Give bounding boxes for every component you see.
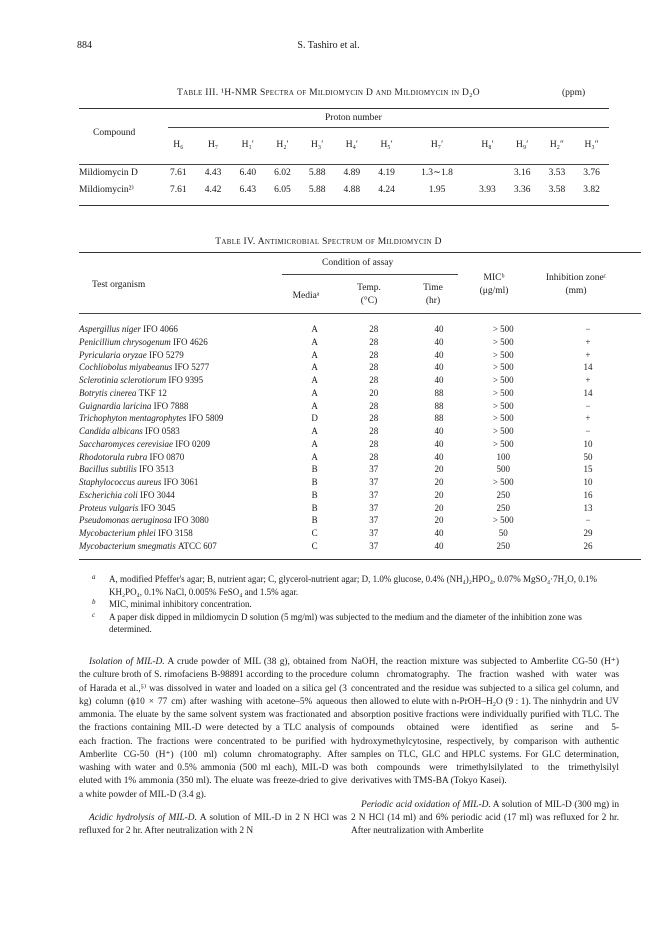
table3-group-header: Proton number [325,113,382,123]
table4-temp-cell: 28 [369,336,379,347]
table4-mic-cell: > 500 [492,477,514,487]
organism-strain: IFO 4626 [172,336,208,347]
table3-top-rule [79,108,609,109]
table4-row [79,361,641,374]
paragraph: Isolation of MIL-D. A crude powder of MIL (38 g), obtained from the culture broth of S. rimofaciens B-98891 according to the procedure of Harada et al.,⁵⁾ was dissolved in water and loaded on a silica gel (3 kg) column (ϕ10 × 77 cm) after washing with acetone–5% aqueous ammonia. The eluate by the same solvent system was fractionated and the fractions containing MIL-D were detected by a TLC analysis of each fraction. The fractions were concentrated to be purified with Amberlite CG-50 (H⁺) (100 ml) column chromatography. After washing with water and 0.5% ammonia (500 ml each), MIL-D was eluted with 1% ammonia (350 ml). The eluate was freeze-dried to give a white powder of MIL-D (3.4 g). [79,657,348,800]
table4-row [79,400,641,413]
table3-column-header: H₆ [173,139,184,150]
table4-organism [79,540,288,553]
table3-cell: 6.02 [274,167,291,178]
table4-temp-cell: 37 [369,464,379,475]
table4-mic-cell: 100 [496,451,510,462]
table4-time-cell: 40 [434,336,444,347]
table4-media-cell: A [311,426,318,436]
table4-media-cell: A [311,349,318,360]
table4-zone-cell: + [585,336,591,347]
table4-condition-rule [282,274,458,275]
table4-organism [79,514,288,527]
table4-zone-cell: 10 [583,477,593,487]
table4-media-cell: A [311,387,318,398]
table3-cell: 4.19 [378,167,395,178]
table4-row [79,323,641,336]
table4-mic-cell: 500 [496,464,510,475]
organism-species: Aspergillus niger [79,324,141,334]
footnote: b MIC, minimal inhibitory concentration. [92,598,252,609]
table4-zone-cell: − [585,426,591,436]
table4-media-cell: A [311,451,318,462]
table4-organism [79,361,288,374]
table3-column-header-row [79,136,609,153]
table4-time-cell: 40 [434,375,444,385]
organism-strain: TKF 12 [138,387,167,398]
organism-species: Penicillium chrysogenum [79,336,171,347]
organism-species: Escherichia coli [79,489,138,500]
table4-media-cell: A [311,375,318,385]
table4-row [79,336,641,349]
table4-condition-header: Condition of assay [322,258,394,268]
table4-time-cell: 88 [434,413,444,424]
organism-species: Pseudomonas aeruginosa [79,515,172,526]
table4-mic-cell: > 500 [492,400,514,411]
table4-row [79,514,641,527]
table3-column-header: H₄′ [345,139,358,150]
table4-time-cell: 20 [434,515,444,526]
table4-organism [79,400,288,413]
organism-strain: IFO 9395 [168,375,204,385]
table4-mic-cell: > 500 [492,413,514,424]
table3-row [79,164,609,181]
table4-media-cell: D [311,413,318,424]
organism-strain: IFO 0583 [145,426,180,436]
table4-zone-cell: 13 [583,502,593,513]
table3-group-rule [168,127,609,128]
table3-cell: 4.24 [378,184,395,195]
table4-media-header: Mediaᵃ [292,291,320,301]
table3-cell: 7.61 [170,167,187,178]
table4-temp-cell: 37 [369,489,379,500]
organism-species: Pyricularia oryzae [79,349,147,360]
table3-cell: 4.89 [343,167,361,178]
table4-time-cell: 40 [434,540,444,551]
table4-temp-cell: 28 [369,438,379,449]
body-right-column [351,656,619,847]
table3-compound-name: Mildiomycin²⁾ [79,185,134,195]
table4-mic-cell: > 500 [492,375,514,385]
organism-species: Proteus vulgaris [79,502,139,513]
table4-media-cell: B [311,515,318,526]
table4-row [79,412,641,425]
table4-mic-cell: > 500 [492,349,514,360]
organism-species: Cochliobolus miyabeanus [79,362,173,373]
table3-column-header: H₂″ [549,139,564,150]
table4-time-cell: 20 [434,489,444,500]
organism-strain: ATCC 607 [177,540,217,551]
table3-column-header: H₉′ [516,139,529,150]
table4-organism [79,374,288,387]
table3-cell: 3.36 [513,184,531,195]
table4-time-cell: 40 [434,349,444,360]
table3-cell: 3.16 [513,167,531,178]
table4-temp-cell: 28 [369,400,379,411]
table4-time-cell: 20 [434,477,444,487]
table4-media-cell: A [311,438,318,449]
table4-organism [79,527,288,540]
organism-strain: IFO 5277 [174,362,210,373]
organism-strain: IFO 3513 [139,464,174,475]
table4-zone-cell: − [585,324,591,334]
organism-species: Guignardia laricina [79,400,152,411]
running-head: S. Tashiro et al. [297,40,360,51]
table3-row [79,181,609,198]
organism-strain: IFO 4066 [143,324,178,334]
table4-temp-cell: 28 [369,426,379,436]
table4-time-cell: 40 [434,438,444,449]
table4-row [79,502,641,515]
organism-species: Trichophyton mentagrophytes [79,413,187,424]
table3-cell: 4.42 [204,184,222,195]
table4-temp-cell: 28 [369,413,379,424]
table4-time-cell: 20 [434,502,444,513]
table4-media-cell: A [311,362,318,373]
table4-zone-cell: 14 [583,362,593,373]
table3-compound-name: Mildiomycin D [79,167,138,178]
table4-mic-cell: 250 [496,540,510,551]
table4-mic-cell: > 500 [492,324,514,334]
table4-organism [79,425,288,438]
table3-cell [470,164,505,181]
table4-organism [79,438,288,451]
table3-cell: 5.88 [308,167,326,178]
organism-strain: IFO 5279 [149,349,184,360]
table4-zone-cell: − [585,400,591,411]
organism-strain: IFO 0209 [175,438,211,449]
page-number: 884 [77,40,92,51]
table4-zone-cell: 26 [583,540,593,551]
paragraph: Acidic hydrolysis of MIL-D. A solution of MIL-D in 2 N HCl was refluxed for 2 hr. After neutralization with 2 N [79,812,348,836]
table4-organism-header: Test organism [92,280,146,290]
table4-time-cell: 40 [434,451,444,462]
table4-row [79,374,641,387]
table4-zone-cell: 10 [583,438,593,449]
table4-time-cell: 20 [434,464,444,475]
table4-organism [79,476,288,489]
table3-bottom-rule [79,205,609,206]
table4-temp-cell: 28 [369,362,379,373]
table4-top-rule [79,252,641,253]
table3-column-header: H₈′ [481,139,494,150]
organism-strain: IFO 3158 [157,528,193,538]
table4-mic-cell: > 500 [492,515,514,526]
table4-organism [79,502,288,515]
organism-strain: IFO 3045 [140,502,176,513]
paragraph: NaOH, the reaction mixture was subjected to Amberlite CG-50 (H⁺) column chromatography. The fraction washed with water was concentrated and the residue was subjected to a silica gel column, and then allowed to elute with n-PrOH–H₂O (9 : 1). The ninhydrin and UV absorption positive fractions were individually purified with TLC. The compounds obtained were identified as serine and 5-hydroxymethylcytosine, respectively, by comparison with authentic samples on TLC, GLC and HPLC systems. For GLC determination, both compounds were trimethylsilylated to the trimethylsilyl derivatives with TMS-BA (Tokyo Kasei). [351,657,619,787]
organism-species: Mycobacterium smegmatis [79,540,176,551]
table4-time-cell: 40 [434,528,444,538]
table4-header-rule [79,313,641,314]
table4 [79,323,641,553]
table3-cell: 4.88 [343,184,361,195]
table4-media-cell: A [311,336,318,347]
table4-row [79,387,641,400]
table4-mic-cell: > 500 [492,387,514,398]
table4-temp-header: Temp. (°C) [357,283,381,306]
table4-organism [79,336,288,349]
table4-media-cell: B [311,502,318,513]
table4-zone-cell: 50 [583,451,593,462]
table4-organism [79,387,288,400]
table4-time-cell: 88 [434,400,444,411]
footnote: a A, modified Pfeffer's agar; B, nutrient agar; C, glycerol-nutrient agar; D, 1.0% glucose, 0.4% (NH₄)₂HPO₄, 0.07% MgSO₄·7H₂O, 0.1% KH₂PO₄, 0.1% NaCl, 0.005% FeSO₄ and 1.5% agar. [92,573,598,597]
table4-temp-cell: 37 [369,502,379,513]
table3-cell: 1.3∼1.8 [421,168,453,178]
paragraph: Periodic acid oxidation of MIL-D. A solution of MIL-D (300 mg) in 2 N HCl (14 ml) and 6% periodic acid (17 ml) was refluxed for 2 hr. After neutralization with Amberlite [351,799,620,836]
table4-mic-header: MICᵇ (μg/ml) [479,273,509,296]
table4-mic-cell: > 500 [492,426,514,436]
organism-species: Rhodotorula rubra [79,451,148,462]
table3-column-header: H₇ [207,139,219,150]
table4-row [79,438,641,451]
table3-caption: Table III. ¹H-NMR Spectra of Mildiomycin D and Mildiomycin in D₂O [177,88,480,98]
table4-zone-cell: 15 [583,464,593,475]
organism-strain: IFO 3080 [174,515,209,526]
table3-column-header: H₅′ [380,139,393,150]
table4-row [79,463,641,476]
organism-species: Sclerotinia sclerotiorum [79,375,167,385]
table4-zone-header: Inhibition zoneᶜ (mm) [545,273,607,296]
table4-zone-cell: + [585,375,591,385]
organism-species: Candida albicans [79,426,143,436]
table3-column-header: H₁′ [241,139,254,150]
organism-species: Mycobacterium phlei [79,528,156,538]
table4-zone-cell: 29 [583,528,593,538]
table4-organism [79,451,288,464]
table4-row [79,489,641,502]
table3-cell: 3.53 [548,167,566,178]
table4-zone-cell: 16 [583,489,593,500]
table4-time-cell: 88 [434,387,444,398]
table3-cell: 5.88 [308,184,326,195]
table3-cell: 7.61 [170,184,187,195]
table4-organism [79,349,288,362]
table3-cell: 1.95 [428,184,446,195]
table4-media-cell: C [311,528,318,538]
table4-row [79,527,641,540]
body-left-column [79,656,347,847]
organism-strain: IFO 0870 [149,451,185,462]
table4-temp-cell: 28 [369,451,379,462]
table4-organism [79,412,288,425]
table3-column-header: H₃″ [584,139,599,150]
table3-cell: 3.58 [548,184,566,195]
table4-media-cell: B [311,464,318,475]
footnote: c A paper disk dipped in mildiomycin D solution (5 mg/ml) was subjected to the medium and the diameter of the inhibition zone was determined. [92,610,582,634]
table4-bottom-rule [79,559,641,560]
table3-cell: 3.76 [583,167,600,178]
table3-cell: 3.82 [583,184,600,195]
organism-species: Botrytis cinerea [79,387,137,398]
organism-species: Saccharomyces cerevisiae [79,438,174,449]
table4-mic-cell: 250 [496,502,510,513]
table4-organism [79,463,288,476]
table4-zone-cell: 14 [583,387,593,398]
table4-temp-cell: 37 [369,528,379,538]
table4-zone-cell: − [585,515,591,526]
organism-strain: IFO 3061 [163,477,199,487]
table4-temp-cell: 28 [369,375,379,385]
table3 [79,136,609,198]
table3-cell: 3.93 [479,184,496,195]
table4-temp-cell: 37 [369,477,379,487]
table4-mic-cell: 50 [498,528,508,538]
table3-compound-header: Compound [93,128,136,138]
table4-mic-cell: 250 [496,489,510,500]
table3-column-header: H₇′ [430,139,444,150]
table4-row [79,425,641,438]
table4-row [79,349,641,362]
organism-species: Bacillus subtilis [79,464,137,475]
organism-strain: IFO 3044 [139,489,175,500]
table4-organism [79,489,288,502]
table4-row [79,476,641,489]
table3-cell: 6.43 [239,184,257,195]
organism-species: Staphylococcus aureus [79,477,162,487]
table4-caption: Table IV. Antimicrobial Spectrum of Mildiomycin D [215,237,442,247]
table4-mic-cell: > 500 [492,336,514,347]
table4-zone-cell: + [585,413,591,424]
organism-strain: IFO 7888 [153,400,189,411]
table4-temp-cell: 37 [369,540,379,551]
table3-cell: 6.40 [239,167,257,178]
table4-organism [79,323,288,336]
table4-row [79,451,641,464]
table3-column-header: H₂′ [276,139,289,150]
organism-strain: IFO 5809 [188,413,224,424]
table3-corner [79,136,161,153]
table4-temp-cell: 37 [369,515,379,526]
table4-media-cell: A [311,324,318,334]
table4-time-cell: 40 [434,362,444,373]
table4-media-cell: B [311,489,318,500]
table4-temp-cell: 28 [369,349,379,360]
table3-cell: 4.43 [204,167,222,178]
table4-time-cell: 40 [434,426,444,436]
table4-zone-cell: + [585,349,591,360]
table4-media-cell: C [311,540,318,551]
table3-column-header: H₃′ [311,139,324,150]
table4-temp-cell: 20 [369,387,379,398]
table3-unit: (ppm) [562,88,586,98]
table4-media-cell: B [311,477,318,487]
table4-row [79,540,641,553]
table4-media-cell: A [311,400,318,411]
table4-mic-cell: > 500 [492,362,514,373]
table4-temp-cell: 28 [369,324,379,334]
table4-time-header: Time (hr) [423,283,443,306]
table4-footnotes [92,573,612,636]
table4-time-cell: 40 [434,324,444,334]
table4-mic-cell: > 500 [492,438,514,449]
table3-cell: 6.05 [274,184,291,195]
